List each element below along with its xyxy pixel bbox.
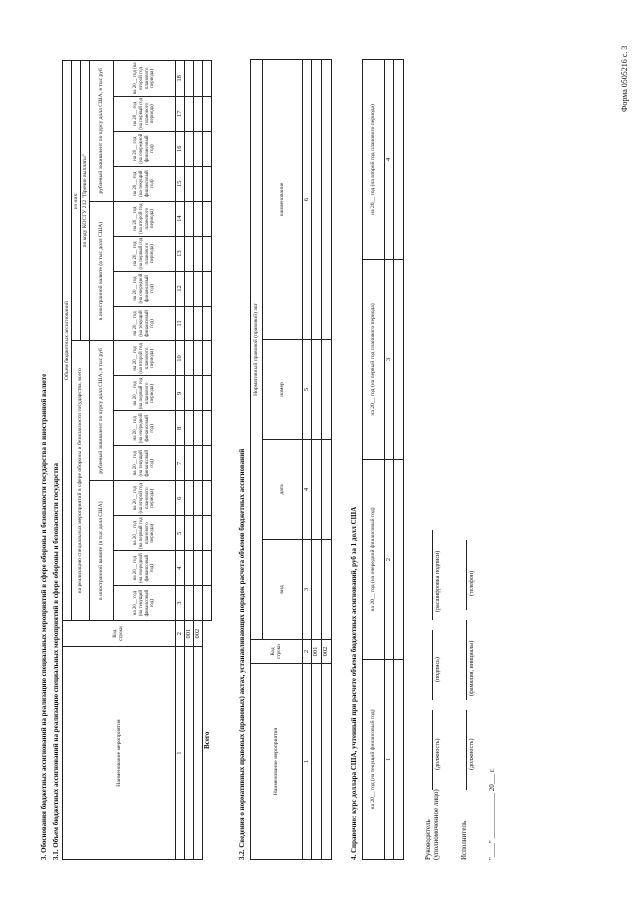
t1-cell[interactable] xyxy=(185,551,194,586)
t1-cell[interactable] xyxy=(203,61,212,97)
t2-cell[interactable] xyxy=(322,340,332,440)
t2-row-code: 002 xyxy=(322,640,332,664)
t1-num: 18 xyxy=(176,61,185,97)
t1-cell[interactable] xyxy=(185,411,194,446)
table-32 xyxy=(250,59,332,860)
t1-cell[interactable] xyxy=(194,341,203,376)
t1-num: 6 xyxy=(176,481,185,516)
t1-cell[interactable] xyxy=(194,481,203,516)
t2-cell[interactable] xyxy=(312,540,322,640)
t2-cell[interactable] xyxy=(312,664,322,860)
t1-cell[interactable] xyxy=(185,236,194,271)
t2-cell[interactable] xyxy=(312,440,322,540)
sign-head: Руководитель xyxy=(424,819,432,860)
t1-num: 9 xyxy=(176,376,185,411)
t1-cell[interactable] xyxy=(203,411,212,446)
t1-row-code: 002 xyxy=(194,621,203,647)
t1-rub-b: рублевый эквивалент по курсу долл США, в тыс руб xyxy=(90,61,114,202)
t1-cell[interactable] xyxy=(185,341,194,376)
t1-cell[interactable] xyxy=(185,96,194,131)
t1-period-1: на 20__ год (на текущий финансовый год) xyxy=(114,586,176,621)
t2-number: номер xyxy=(263,340,303,440)
t2-vid: вид xyxy=(263,540,303,640)
t4-cell[interactable] xyxy=(394,60,404,260)
t2-num: 2 xyxy=(303,640,312,664)
t1-num: 7 xyxy=(176,446,185,481)
t2-num: 5 xyxy=(303,340,312,440)
t1-cell[interactable] xyxy=(194,236,203,271)
sign-date: "____" _____________ 20___ г. xyxy=(488,768,496,860)
table-4 xyxy=(362,59,404,860)
sign-line-signature xyxy=(432,630,433,700)
t4-cell[interactable] xyxy=(394,660,404,860)
t1-num: 2 xyxy=(176,621,185,647)
t1-period-8: на 20__ год (на второй год планового периода) xyxy=(114,341,176,376)
t1-num: 11 xyxy=(176,306,185,341)
total-row xyxy=(203,61,212,860)
t1-cell[interactable] xyxy=(203,96,212,131)
t1-cell[interactable] xyxy=(194,306,203,341)
t1-cell[interactable] xyxy=(203,201,212,236)
t1-cell[interactable] xyxy=(194,376,203,411)
t1-col-name: Наименование мероприятия xyxy=(63,647,176,860)
t1-foreign-b: в иностранной валюте (в тыс долл США) xyxy=(90,201,114,341)
t1-num: 1 xyxy=(176,647,185,860)
t1-cell[interactable] xyxy=(203,516,212,551)
sign-decode-label: (расшифровка подписи) xyxy=(435,550,441,612)
t1-cell[interactable] xyxy=(194,271,203,306)
t1-period-5: на 20__ год (на текущий финансовый год) xyxy=(114,446,176,481)
t1-cell[interactable] xyxy=(185,166,194,201)
t1-cell[interactable] xyxy=(194,446,203,481)
t4-col-1: на 20__ год (на текущий финансовый год) xyxy=(363,660,385,860)
t4-col-4: на 20__ год (на второй год планового периода) xyxy=(363,60,385,260)
exec-line-position xyxy=(466,710,467,790)
t2-cell[interactable] xyxy=(322,59,332,339)
section3-title: 3. Обоснования бюджетных ассигнований на реализацию специальных мероприятий в сфере обороны и безопасности государства в иностранной валюте xyxy=(40,373,48,860)
t1-col-code: Код строки xyxy=(63,621,176,647)
t2-num: 4 xyxy=(303,440,312,540)
t2-cell[interactable] xyxy=(312,59,322,339)
t1-row-code: 001 xyxy=(185,621,194,647)
t2-num: 3 xyxy=(303,540,312,640)
t2-cell[interactable] xyxy=(312,340,322,440)
section32-title: 3.2. Сведения о нормативных правовых (правовых) актах, устанавливающих порядок расчета объемов бюджетных ассигнований xyxy=(238,448,246,860)
t1-cell[interactable] xyxy=(203,446,212,481)
sign-executor: Исполнитель xyxy=(460,820,468,860)
t4-num: 2 xyxy=(385,460,394,660)
t1-num: 14 xyxy=(176,201,185,236)
exec-line-phone xyxy=(466,540,467,610)
t1-cell[interactable] xyxy=(185,271,194,306)
t1-num: 16 xyxy=(176,131,185,166)
t1-period-13: на 20__ год (на текущий финансовый год) xyxy=(114,166,176,201)
t1-cell[interactable] xyxy=(185,201,194,236)
t1-cell[interactable] xyxy=(194,516,203,551)
sign-head-2: (уполномоченное лицо) xyxy=(432,789,440,860)
section4-title: 4. Справочно: курс доллара США, учтенный при расчете объема бюджетных ассигнований, руб за 1 долл США xyxy=(350,506,358,860)
sign-position-label: (должность) xyxy=(435,738,441,770)
t1-period-16: на 20__ год (на второй год планового периода) xyxy=(114,61,176,97)
t4-cell[interactable] xyxy=(394,260,404,460)
t1-cell[interactable] xyxy=(203,586,212,621)
t1-cell[interactable] xyxy=(194,61,203,97)
t1-cell[interactable] xyxy=(194,551,203,586)
t2-num: 6 xyxy=(303,59,312,339)
t1-cell[interactable] xyxy=(203,341,212,376)
t4-col-2: на 20__ год (на очередной финансовый год) xyxy=(363,460,385,660)
t1-volume: Объем бюджетных ассигнований xyxy=(63,61,72,621)
t2-cell[interactable] xyxy=(322,664,332,860)
t1-num: 12 xyxy=(176,271,185,306)
t1-period-9: на 20__ год (на текущий финансовый год) xyxy=(114,306,176,341)
t1-cell[interactable] xyxy=(185,306,194,341)
t1-group-incl: из них: xyxy=(72,61,81,341)
t1-period-2: на 20__ год (на очередной финансовый год) xyxy=(114,551,176,586)
t1-period-3: на 20__ год (на первый год планового периода) xyxy=(114,516,176,551)
t1-cell[interactable] xyxy=(194,131,203,166)
t1-period-14: на 20__ год (на очередной финансовый год) xyxy=(114,131,176,166)
rotated-content xyxy=(40,60,600,860)
t1-num: 8 xyxy=(176,411,185,446)
t1-total-label: Всего xyxy=(203,731,212,750)
t1-cell[interactable] xyxy=(203,166,212,201)
t1-num: 5 xyxy=(176,516,185,551)
t1-cell[interactable] xyxy=(203,236,212,271)
t1-cell[interactable] xyxy=(194,647,203,860)
exec-fio-label: (фамилия, инициалы) xyxy=(469,640,475,696)
form-code: Форма 0505216 с. 3 xyxy=(620,45,629,112)
table-row xyxy=(194,61,203,860)
t1-group-all: на реализацию специальных мероприятий в сфере обороны и безопасности государства, всего xyxy=(72,341,90,621)
t2-row-code: 001 xyxy=(312,640,322,664)
t1-num: 3 xyxy=(176,586,185,621)
sign-line-decode xyxy=(432,530,433,620)
t1-cell[interactable] xyxy=(185,376,194,411)
t1-period-11: на 20__ год (на первый год планового периода) xyxy=(114,236,176,271)
t2-cell[interactable] xyxy=(322,540,332,640)
t4-num: 4 xyxy=(385,60,394,260)
t1-period-4: на 20__ год (на второй год планового периода) xyxy=(114,481,176,516)
t4-col-3: на 20__ год (на первый год планового периода) xyxy=(363,260,385,460)
table-row xyxy=(185,61,194,860)
t2-num: 1 xyxy=(303,664,312,860)
t1-cell[interactable] xyxy=(203,306,212,341)
t1-cell[interactable] xyxy=(194,166,203,201)
table-row xyxy=(322,59,332,859)
t1-cell[interactable] xyxy=(185,586,194,621)
t1-period-6: на 20__ год (на очередной финансовый год) xyxy=(114,411,176,446)
exec-phone-label: (телефон) xyxy=(469,570,475,596)
sign-line-position xyxy=(432,710,433,790)
t1-cell[interactable] xyxy=(185,61,194,97)
section31-title: 3.1. Объем бюджетных ассигнований на реализацию специальных мероприятий в сфере обороны и безопасности государства xyxy=(52,463,60,860)
t1-cell[interactable] xyxy=(203,271,212,306)
t1-cell[interactable] xyxy=(203,481,212,516)
t2-col-code: Код строки xyxy=(251,640,303,664)
t2-col-name: Наименование мероприятия xyxy=(251,664,303,860)
t1-cell[interactable] xyxy=(185,131,194,166)
t1-num: 13 xyxy=(176,236,185,271)
t1-foreign-a: в иностранной валюте (в тыс долл США) xyxy=(90,481,114,621)
exec-position-label: (должность) xyxy=(469,738,475,770)
t1-cell[interactable] xyxy=(185,481,194,516)
t1-period-7: на 20__ год (на первый год планового периода) xyxy=(114,376,176,411)
t1-cell[interactable] xyxy=(203,131,212,166)
t2-date: дата xyxy=(263,440,303,540)
t2-act: Нормативный правовой (правовой) акт xyxy=(251,59,263,639)
t1-group-kosgu: по коду КОСГУ 212 "Прочие выплаты" xyxy=(81,61,90,341)
t1-cell[interactable] xyxy=(194,96,203,131)
t1-period-10: на 20__ год (на очередной финансовый год) xyxy=(114,271,176,306)
table-31 xyxy=(62,60,212,860)
t1-cell[interactable] xyxy=(203,551,212,586)
exec-line-fio xyxy=(466,620,467,700)
t4-num: 1 xyxy=(385,660,394,860)
t1-cell[interactable] xyxy=(185,647,194,860)
t1-cell[interactable] xyxy=(194,201,203,236)
t1-num: 10 xyxy=(176,341,185,376)
t1-cell[interactable] xyxy=(194,586,203,621)
t2-naim: наименование xyxy=(263,59,303,339)
t1-num: 15 xyxy=(176,166,185,201)
sign-signature-label: (подпись) xyxy=(435,657,441,682)
t1-num: 17 xyxy=(176,96,185,131)
t2-cell[interactable] xyxy=(322,440,332,540)
t1-cell[interactable] xyxy=(203,376,212,411)
table-row xyxy=(394,60,404,860)
t1-period-15: на 20__ год (на первый год планового периода) xyxy=(114,96,176,131)
t1-cell[interactable] xyxy=(185,446,194,481)
t1-rub-a: рублевый эквивалент по курсу долл США, в тыс руб xyxy=(90,341,114,481)
t1-cell[interactable] xyxy=(194,411,203,446)
t1-cell[interactable] xyxy=(185,516,194,551)
t4-cell[interactable] xyxy=(394,460,404,660)
t1-num: 4 xyxy=(176,551,185,586)
table-row xyxy=(312,59,322,859)
t1-period-12: на 20__ год (на второй год планового периода) xyxy=(114,201,176,236)
t4-num: 3 xyxy=(385,260,394,460)
